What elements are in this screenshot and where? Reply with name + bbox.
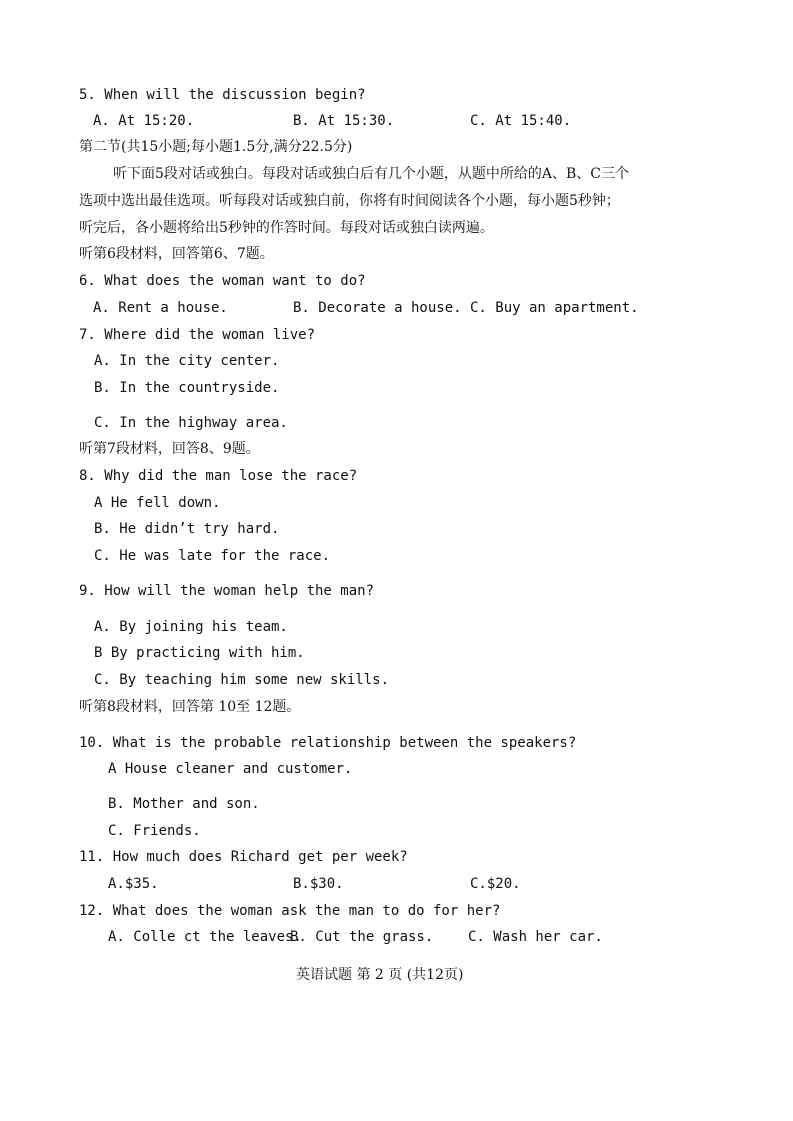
- page-footer: 英语试题 第 2 页 (共12页): [296, 967, 464, 983]
- q11-option-c: C.$20.: [470, 876, 521, 892]
- q8-option-a: A He fell down.: [94, 495, 221, 511]
- q7-option-b: B. In the countryside.: [94, 380, 280, 396]
- q7-stem: 7. Where did the woman live?: [79, 327, 316, 343]
- material6-intro: 听第6段材料，回答第6、7题。: [79, 246, 274, 262]
- q7-option-c: C. In the highway area.: [94, 415, 288, 431]
- section2-instruction-line-3: 听完后，各小题将给出5秒钟的作答时间。每段对话或独白读两遍。: [79, 220, 494, 236]
- q10-option-a: A House cleaner and customer.: [108, 761, 353, 777]
- q11-option-b: B.$30.: [293, 876, 344, 892]
- q6-stem: 6. What does the woman want to do?: [79, 273, 366, 289]
- q5-option-b: B. At 15:30.: [293, 113, 395, 129]
- section2-instruction-line-1: 听下面5段对话或独白。每段对话或独白后有几个小题，从题中所给的A、B、C三个: [113, 166, 630, 182]
- q9-option-a: A. By joining his team.: [94, 619, 288, 635]
- material7-intro: 听第7段材料，回答8、9题。: [79, 441, 260, 457]
- section2-instruction-line-2: 选项中选出最佳选项。听每段对话或独白前，你将有时间阅读各个小题，每小题5秒钟；: [79, 193, 620, 209]
- q12-option-c: C. Wash her car.: [468, 929, 603, 945]
- q11-option-a: A.$35.: [108, 876, 159, 892]
- q5-stem: 5. When will the discussion begin?: [79, 87, 366, 103]
- q12-stem: 12. What does the woman ask the man to do for her?: [79, 903, 501, 919]
- q5-option-a: A. At 15:20.: [93, 113, 195, 129]
- q11-stem: 11. How much does Richard get per week?: [79, 849, 408, 865]
- q6-option-b: B. Decorate a house.: [293, 300, 462, 316]
- q12-option-b: B. Cut the grass.: [290, 929, 434, 945]
- q8-stem: 8. Why did the man lose the race?: [79, 468, 358, 484]
- q8-option-c: C. He was late for the race.: [94, 548, 331, 564]
- q9-option-b: B By practicing with him.: [94, 645, 305, 661]
- q5-option-c: C. At 15:40.: [470, 113, 572, 129]
- section2-heading: 第二节(共15小题;每小题1.5分,满分22.5分): [79, 139, 353, 155]
- q12-option-a: A. Colle ct the leaves.: [108, 929, 302, 945]
- q7-option-a: A. In the city center.: [94, 353, 280, 369]
- q8-option-b: B. He didn’t try hard.: [94, 521, 280, 537]
- q10-option-b: B. Mother and son.: [108, 796, 260, 812]
- q6-option-a: A. Rent a house.: [93, 300, 228, 316]
- q6-option-c: C. Buy an apartment.: [470, 300, 639, 316]
- q9-stem: 9. How will the woman help the man?: [79, 583, 375, 599]
- q10-stem: 10. What is the probable relationship between the speakers?: [79, 735, 577, 751]
- q10-option-c: C. Friends.: [108, 823, 201, 839]
- material8-intro: 听第8段材料，回答第 10至 12题。: [79, 699, 301, 715]
- q9-option-c: C. By teaching him some new skills.: [94, 672, 390, 688]
